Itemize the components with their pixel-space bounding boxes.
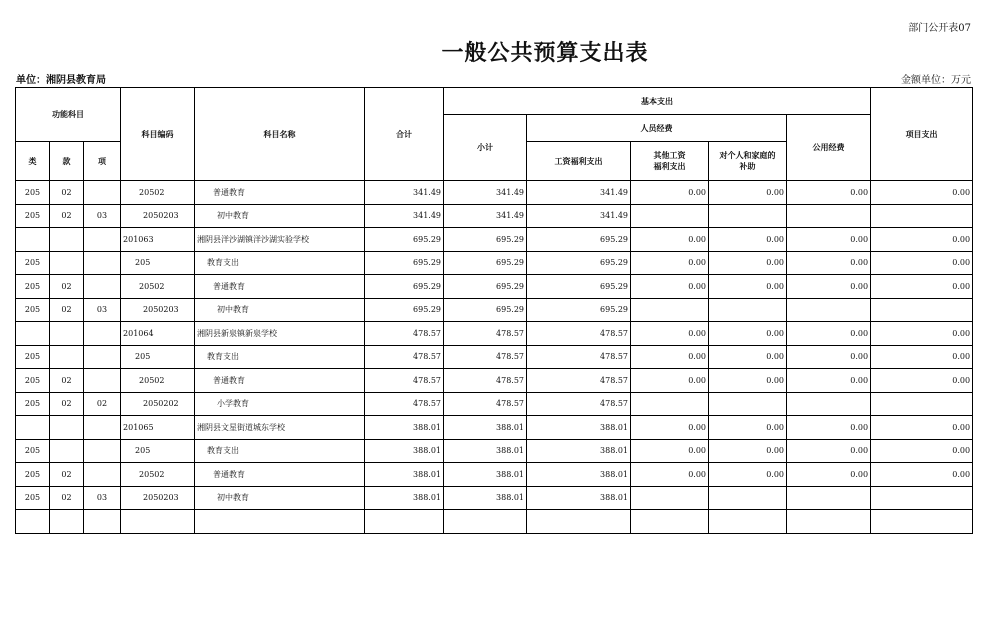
cell-name: 教育支出 bbox=[195, 345, 365, 369]
cell-public: 0.00 bbox=[787, 369, 871, 393]
header-lei: 类 bbox=[16, 142, 50, 181]
cell-kuan: 02 bbox=[50, 369, 84, 393]
cell-xiang bbox=[84, 345, 121, 369]
cell-code bbox=[121, 510, 195, 534]
cell-total: 388.01 bbox=[365, 439, 444, 463]
cell-xiang bbox=[84, 228, 121, 252]
cell-lei: 205 bbox=[16, 251, 50, 275]
header-family-line2: 补助 bbox=[739, 161, 756, 171]
cell-total: 341.49 bbox=[365, 181, 444, 205]
cell-name: 初中教育 bbox=[195, 204, 365, 228]
cell-other: 0.00 bbox=[631, 439, 709, 463]
cell-code: 205 bbox=[121, 251, 195, 275]
cell-project bbox=[871, 298, 973, 322]
cell-name: 湘阴县洋沙湖镇洋沙湖实验学校 bbox=[195, 228, 365, 252]
cell-lei: 205 bbox=[16, 204, 50, 228]
cell-project: 0.00 bbox=[871, 416, 973, 440]
cell-wage: 695.29 bbox=[527, 298, 631, 322]
cell-subtotal: 388.01 bbox=[444, 416, 527, 440]
page-title: 一般公共预算支出表 bbox=[441, 40, 649, 66]
cell-code: 201063 bbox=[121, 228, 195, 252]
cell-other: 0.00 bbox=[631, 275, 709, 299]
cell-name: 普通教育 bbox=[195, 275, 365, 299]
cell-other: 0.00 bbox=[631, 181, 709, 205]
cell-family bbox=[709, 510, 787, 534]
cell-kuan bbox=[50, 510, 84, 534]
cell-name bbox=[195, 510, 365, 534]
cell-code: 20502 bbox=[121, 369, 195, 393]
cell-subtotal: 478.57 bbox=[444, 322, 527, 346]
table-row bbox=[16, 369, 973, 393]
cell-lei: 205 bbox=[16, 181, 50, 205]
cell-public: 0.00 bbox=[787, 181, 871, 205]
table-row bbox=[16, 392, 973, 416]
cell-public bbox=[787, 298, 871, 322]
cell-project: 0.00 bbox=[871, 369, 973, 393]
cell-project bbox=[871, 486, 973, 510]
header-other-wage bbox=[631, 142, 709, 181]
cell-family: 0.00 bbox=[709, 463, 787, 487]
cell-subtotal: 388.01 bbox=[444, 463, 527, 487]
cell-wage: 478.57 bbox=[527, 345, 631, 369]
cell-code: 201065 bbox=[121, 416, 195, 440]
cell-lei: 205 bbox=[16, 275, 50, 299]
cell-wage: 695.29 bbox=[527, 251, 631, 275]
cell-subtotal: 341.49 bbox=[444, 181, 527, 205]
cell-name: 初中教育 bbox=[195, 486, 365, 510]
cell-subtotal: 695.29 bbox=[444, 251, 527, 275]
money-unit-label: 金额单位：万元 bbox=[901, 75, 971, 86]
cell-code: 2050203 bbox=[121, 298, 195, 322]
header-func-subject: 功能科目 bbox=[16, 88, 121, 142]
cell-kuan: 02 bbox=[50, 204, 84, 228]
cell-public: 0.00 bbox=[787, 463, 871, 487]
header-subtotal: 小计 bbox=[444, 115, 527, 181]
table-body bbox=[16, 181, 973, 534]
cell-subtotal: 478.57 bbox=[444, 369, 527, 393]
cell-project: 0.00 bbox=[871, 251, 973, 275]
cell-total: 478.57 bbox=[365, 345, 444, 369]
cell-subtotal bbox=[444, 510, 527, 534]
header-kuan: 款 bbox=[50, 142, 84, 181]
cell-project: 0.00 bbox=[871, 322, 973, 346]
cell-code: 20502 bbox=[121, 463, 195, 487]
cell-subtotal: 341.49 bbox=[444, 204, 527, 228]
cell-kuan: 02 bbox=[50, 463, 84, 487]
budget-expenditure-table bbox=[15, 87, 973, 534]
table-row bbox=[16, 416, 973, 440]
cell-public bbox=[787, 510, 871, 534]
cell-subtotal: 478.57 bbox=[444, 345, 527, 369]
cell-public: 0.00 bbox=[787, 416, 871, 440]
cell-family bbox=[709, 486, 787, 510]
cell-xiang bbox=[84, 416, 121, 440]
table-row bbox=[16, 345, 973, 369]
cell-other: 0.00 bbox=[631, 228, 709, 252]
cell-kuan bbox=[50, 416, 84, 440]
cell-xiang bbox=[84, 181, 121, 205]
cell-code: 205 bbox=[121, 439, 195, 463]
cell-public: 0.00 bbox=[787, 228, 871, 252]
cell-wage: 478.57 bbox=[527, 322, 631, 346]
cell-code: 20502 bbox=[121, 181, 195, 205]
cell-project: 0.00 bbox=[871, 228, 973, 252]
cell-total: 695.29 bbox=[365, 275, 444, 299]
table-row bbox=[16, 275, 973, 299]
table-row bbox=[16, 322, 973, 346]
cell-family: 0.00 bbox=[709, 439, 787, 463]
cell-other: 0.00 bbox=[631, 369, 709, 393]
cell-other bbox=[631, 298, 709, 322]
cell-name: 湘阴县新泉镇新泉学校 bbox=[195, 322, 365, 346]
cell-code: 2050202 bbox=[121, 392, 195, 416]
cell-subtotal: 478.57 bbox=[444, 392, 527, 416]
cell-public bbox=[787, 204, 871, 228]
cell-kuan: 02 bbox=[50, 181, 84, 205]
cell-total bbox=[365, 510, 444, 534]
cell-kuan bbox=[50, 345, 84, 369]
header-name: 科目名称 bbox=[195, 88, 365, 181]
cell-wage: 695.29 bbox=[527, 275, 631, 299]
cell-lei: 205 bbox=[16, 369, 50, 393]
cell-total: 388.01 bbox=[365, 463, 444, 487]
cell-kuan bbox=[50, 439, 84, 463]
cell-project: 0.00 bbox=[871, 181, 973, 205]
table-row bbox=[16, 486, 973, 510]
cell-subtotal: 695.29 bbox=[444, 228, 527, 252]
cell-xiang bbox=[84, 510, 121, 534]
cell-lei bbox=[16, 322, 50, 346]
table-row bbox=[16, 251, 973, 275]
cell-wage: 388.01 bbox=[527, 416, 631, 440]
cell-wage: 341.49 bbox=[527, 204, 631, 228]
cell-public: 0.00 bbox=[787, 439, 871, 463]
header-public: 公用经费 bbox=[787, 115, 871, 181]
cell-kuan: 02 bbox=[50, 275, 84, 299]
table-row bbox=[16, 510, 973, 534]
cell-family bbox=[709, 204, 787, 228]
cell-family: 0.00 bbox=[709, 275, 787, 299]
cell-other: 0.00 bbox=[631, 251, 709, 275]
cell-xiang bbox=[84, 322, 121, 346]
cell-kuan bbox=[50, 228, 84, 252]
table-row bbox=[16, 463, 973, 487]
cell-kuan: 02 bbox=[50, 298, 84, 322]
cell-subtotal: 388.01 bbox=[444, 486, 527, 510]
cell-xiang bbox=[84, 251, 121, 275]
cell-code: 205 bbox=[121, 345, 195, 369]
cell-total: 478.57 bbox=[365, 392, 444, 416]
cell-kuan: 02 bbox=[50, 486, 84, 510]
cell-wage bbox=[527, 510, 631, 534]
cell-lei: 205 bbox=[16, 439, 50, 463]
unit-label: 单位：湘阴县教育局 bbox=[16, 75, 106, 86]
cell-kuan bbox=[50, 251, 84, 275]
cell-code: 2050203 bbox=[121, 204, 195, 228]
cell-subtotal: 695.29 bbox=[444, 298, 527, 322]
cell-total: 478.57 bbox=[365, 322, 444, 346]
header-wage: 工资福利支出 bbox=[527, 142, 631, 181]
cell-family: 0.00 bbox=[709, 369, 787, 393]
cell-public: 0.00 bbox=[787, 251, 871, 275]
cell-public bbox=[787, 486, 871, 510]
cell-project bbox=[871, 204, 973, 228]
table-row bbox=[16, 228, 973, 252]
cell-project bbox=[871, 392, 973, 416]
cell-other: 0.00 bbox=[631, 416, 709, 440]
header-family-line1: 对个人和家庭的 bbox=[719, 150, 776, 160]
cell-family: 0.00 bbox=[709, 345, 787, 369]
cell-wage: 388.01 bbox=[527, 439, 631, 463]
cell-lei: 205 bbox=[16, 345, 50, 369]
cell-total: 695.29 bbox=[365, 298, 444, 322]
cell-project: 0.00 bbox=[871, 345, 973, 369]
cell-kuan: 02 bbox=[50, 392, 84, 416]
cell-xiang bbox=[84, 463, 121, 487]
cell-other: 0.00 bbox=[631, 463, 709, 487]
cell-other: 0.00 bbox=[631, 322, 709, 346]
table-row bbox=[16, 181, 973, 205]
cell-other: 0.00 bbox=[631, 345, 709, 369]
table-row bbox=[16, 204, 973, 228]
cell-public: 0.00 bbox=[787, 275, 871, 299]
cell-name: 普通教育 bbox=[195, 369, 365, 393]
cell-public bbox=[787, 392, 871, 416]
cell-lei: 205 bbox=[16, 463, 50, 487]
cell-name: 教育支出 bbox=[195, 439, 365, 463]
cell-xiang: 03 bbox=[84, 204, 121, 228]
cell-total: 478.57 bbox=[365, 369, 444, 393]
header-project: 项目支出 bbox=[871, 88, 973, 181]
cell-family bbox=[709, 298, 787, 322]
cell-wage: 388.01 bbox=[527, 486, 631, 510]
table-row bbox=[16, 298, 973, 322]
cell-family: 0.00 bbox=[709, 181, 787, 205]
cell-wage: 478.57 bbox=[527, 369, 631, 393]
cell-family: 0.00 bbox=[709, 416, 787, 440]
cell-total: 388.01 bbox=[365, 416, 444, 440]
form-number: 部门公开表07 bbox=[908, 23, 971, 34]
cell-xiang bbox=[84, 369, 121, 393]
cell-code: 201064 bbox=[121, 322, 195, 346]
cell-family: 0.00 bbox=[709, 322, 787, 346]
cell-kuan bbox=[50, 322, 84, 346]
cell-project bbox=[871, 510, 973, 534]
cell-subtotal: 695.29 bbox=[444, 275, 527, 299]
cell-name: 湘阴县文星街道城东学校 bbox=[195, 416, 365, 440]
cell-xiang bbox=[84, 275, 121, 299]
cell-name: 教育支出 bbox=[195, 251, 365, 275]
cell-name: 普通教育 bbox=[195, 181, 365, 205]
table-row bbox=[16, 439, 973, 463]
cell-lei: 205 bbox=[16, 392, 50, 416]
cell-wage: 478.57 bbox=[527, 392, 631, 416]
header-family bbox=[709, 142, 787, 181]
cell-other bbox=[631, 392, 709, 416]
cell-name: 小学教育 bbox=[195, 392, 365, 416]
header-personnel: 人员经费 bbox=[527, 115, 787, 142]
cell-name: 普通教育 bbox=[195, 463, 365, 487]
header-total: 合计 bbox=[365, 88, 444, 181]
cell-family: 0.00 bbox=[709, 251, 787, 275]
cell-lei bbox=[16, 416, 50, 440]
header-code: 科目编码 bbox=[121, 88, 195, 181]
cell-family: 0.00 bbox=[709, 228, 787, 252]
header-other-wage-line1: 其他工资 bbox=[653, 150, 686, 160]
header-other-wage-line2: 福利支出 bbox=[653, 161, 686, 171]
cell-total: 388.01 bbox=[365, 486, 444, 510]
cell-code: 20502 bbox=[121, 275, 195, 299]
cell-total: 341.49 bbox=[365, 204, 444, 228]
cell-subtotal: 388.01 bbox=[444, 439, 527, 463]
cell-xiang: 03 bbox=[84, 486, 121, 510]
cell-other bbox=[631, 510, 709, 534]
header-xiang: 项 bbox=[84, 142, 121, 181]
cell-xiang: 02 bbox=[84, 392, 121, 416]
cell-other bbox=[631, 204, 709, 228]
cell-family bbox=[709, 392, 787, 416]
cell-project: 0.00 bbox=[871, 439, 973, 463]
cell-code: 2050203 bbox=[121, 486, 195, 510]
cell-wage: 341.49 bbox=[527, 181, 631, 205]
cell-xiang bbox=[84, 439, 121, 463]
cell-lei: 205 bbox=[16, 298, 50, 322]
cell-total: 695.29 bbox=[365, 228, 444, 252]
cell-wage: 388.01 bbox=[527, 463, 631, 487]
cell-xiang: 03 bbox=[84, 298, 121, 322]
cell-lei: 205 bbox=[16, 486, 50, 510]
cell-project: 0.00 bbox=[871, 463, 973, 487]
cell-other bbox=[631, 486, 709, 510]
cell-wage: 695.29 bbox=[527, 228, 631, 252]
header-basic: 基本支出 bbox=[444, 88, 871, 115]
cell-lei bbox=[16, 510, 50, 534]
cell-lei bbox=[16, 228, 50, 252]
cell-project: 0.00 bbox=[871, 275, 973, 299]
cell-total: 695.29 bbox=[365, 251, 444, 275]
cell-name: 初中教育 bbox=[195, 298, 365, 322]
cell-public: 0.00 bbox=[787, 322, 871, 346]
cell-public: 0.00 bbox=[787, 345, 871, 369]
